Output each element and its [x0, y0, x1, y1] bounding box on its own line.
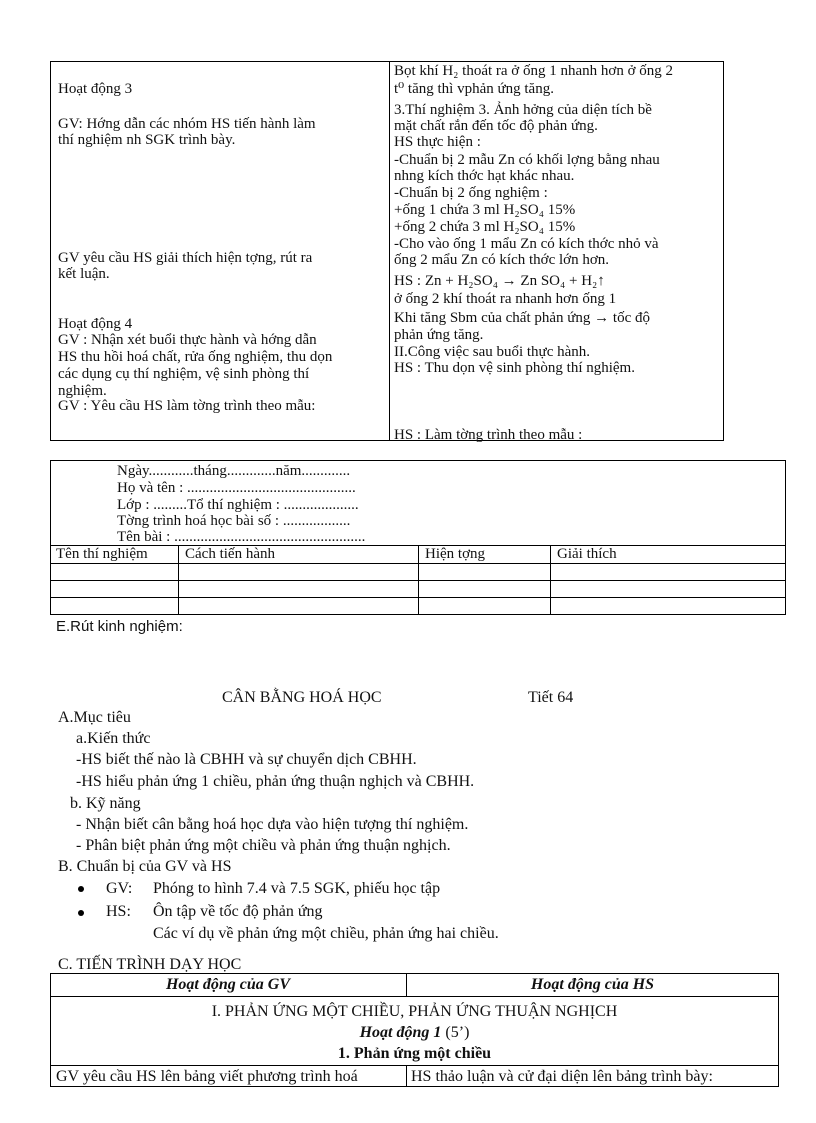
- col-header-procedure: Cách tiến hành: [185, 546, 275, 562]
- subsection-heading: 1. Phản ứng một chiều: [337, 1045, 492, 1062]
- section-b: B. Chuẩn bị của GV và HS: [58, 858, 232, 875]
- right-line: HS : Thu dọn vệ sinh phòng thí nghiệm.: [394, 360, 635, 376]
- prep-hs-label: HS:: [106, 903, 131, 920]
- right-line: nhng kích thớc hạt khác nhau.: [394, 168, 575, 184]
- column-divider: [389, 62, 390, 440]
- table-rule: [50, 1065, 779, 1066]
- skill-item: - Phân biệt phản ứng một chiều và phản ứng thuận nghịch.: [76, 837, 451, 854]
- header-gv: Hoạt động của GV: [165, 976, 290, 993]
- gv-instruction-cont: thí nghiệm nh SGK trình bày.: [58, 132, 236, 148]
- row1-hs: HS thảo luận và cử đại diện lên bảng trình bày:: [411, 1068, 713, 1085]
- lesson-period: Tiết 64: [528, 689, 574, 706]
- table-col-rule: [406, 1065, 407, 1087]
- right-line: mặt chất rắn đến tốc độ phản ứng.: [394, 118, 598, 134]
- row1-gv: GV yêu cầu HS lên bảng viết phương trình hoá: [56, 1068, 358, 1085]
- form-col-rule: [550, 545, 551, 615]
- right-line: ở ống 2 khí thoát ra nhanh hơn ống 1: [394, 291, 617, 307]
- activity4-title: Hoạt động 4: [58, 316, 133, 332]
- activity4-line: HS thu hồi hoá chất, rửa ống nghiệm, thu dọn: [58, 349, 333, 365]
- form-class: Lớp : .........Tổ thí nghiệm : ....................: [117, 497, 359, 513]
- gv-instruction: GV: Hớng dẫn các nhóm HS tiến hành làm: [58, 116, 316, 132]
- prep-hs-text: Các ví dụ về phản ứng một chiều, phản ứng hai chiều.: [153, 925, 499, 942]
- activity4-line: GV : Yêu cầu HS làm tờng trình theo mẫu:: [58, 398, 316, 414]
- header-hs: Hoạt động của HS: [530, 976, 655, 993]
- reaction-equation: HS : Zn + H₂SO₄ → Zn SO₄ + H₂↑: [394, 273, 605, 289]
- right-line: HS : Làm tờng trình theo mẫu :: [394, 427, 583, 443]
- skill-item: - Nhận biết cân bằng hoá học dựa vào hiện tượng thí nghiệm.: [76, 816, 469, 833]
- prep-gv-text: Phóng to hình 7.4 và 7.5 SGK, phiếu học tập: [153, 880, 441, 897]
- section-heading: I. PHẢN ỨNG MỘT CHIỀU, PHẢN ỨNG THUẬN NGHỊCH: [211, 1003, 618, 1020]
- right-line: 3.Thí nghiệm 3. Ảnh hởng của diện tích bề: [394, 102, 652, 118]
- col-header-phenomenon: Hiện tợng: [425, 546, 486, 562]
- table-rule: [50, 996, 779, 997]
- form-lesson-name: Tên bài : ...................................................: [117, 529, 366, 545]
- activity1-time: (5’): [445, 1024, 470, 1041]
- knowledge-item: -HS hiểu phản ứng 1 chiều, phản ứng thuận nghịch và CBHH.: [76, 773, 475, 790]
- prep-gv-label: GV:: [106, 880, 133, 897]
- right-line: t⁰ tăng thì vphản ứng tăng.: [394, 81, 554, 97]
- activity1-heading: [50, 1025, 779, 1040]
- right-line: ống 2 mẩu Zn có kích thớc lớn hơn.: [394, 252, 610, 268]
- right-line: -Chuẩn bị 2 mẫu Zn có khối lợng bằng nhau: [394, 152, 660, 168]
- bullet-icon: [78, 910, 84, 916]
- activity3-title: Hoạt động 3: [58, 81, 133, 97]
- bullet-icon: [78, 886, 84, 892]
- sub-knowledge: a.Kiến thức: [76, 730, 151, 747]
- form-date: Ngày............tháng.............năm.............: [117, 463, 351, 479]
- knowledge-item: -HS biết thế nào là CBHH và sự chuyển dịch CBHH.: [76, 751, 417, 768]
- form-report-no: Tờng trình hoá học bài số : ..................: [117, 513, 351, 529]
- gv-explain: GV yêu cầu HS giải thích hiện tợng, rút ra: [58, 250, 313, 266]
- right-line: -Chuẩn bị 2 ống nghiệm :: [394, 185, 548, 201]
- right-line: -Cho vào ống 1 mẩu Zn có kích thớc nhỏ và: [394, 236, 659, 252]
- right-line: phản ứng tăng.: [394, 327, 484, 343]
- right-line: Khi tăng Sbm của chất phản ứng → tốc độ: [394, 310, 650, 326]
- activity4-line: nghiệm.: [58, 383, 107, 399]
- activity4-line: GV : Nhận xét buổi thực hành và hớng dẫn: [58, 332, 317, 348]
- right-line: +ống 2 chứa 3 ml H₂SO₄ 15%: [394, 219, 576, 235]
- section-c: C. TIẾN TRÌNH DẠY HỌC: [58, 956, 242, 973]
- lesson-title: CÂN BẰNG HOÁ HỌC: [222, 689, 382, 706]
- form-col-rule: [418, 545, 419, 615]
- form-col-rule: [178, 545, 179, 615]
- right-line: II.Công việc sau buổi thực hành.: [394, 344, 591, 360]
- right-line: HS thực hiện :: [394, 134, 481, 150]
- gv-explain-cont: kết luận.: [58, 266, 110, 282]
- lessons-learned: E.Rút kinh nghiệm:: [56, 618, 183, 635]
- sub-skills: b. Kỹ năng: [70, 795, 141, 812]
- form-name: Họ và tên : .............................................: [117, 480, 356, 496]
- activity4-line: các dụng cụ thí nghiệm, vệ sinh phòng thí: [58, 366, 310, 382]
- right-line: +ống 1 chứa 3 ml H₂SO₄ 15%: [394, 202, 576, 218]
- section-a: A.Mục tiêu: [58, 709, 131, 726]
- col-header-explanation: Giải thích: [557, 546, 617, 562]
- right-line: Bọt khí H₂ thoát ra ở ống 1 nhanh hơn ở ống 2: [394, 63, 674, 79]
- activity1-title: Hoạt động 1: [359, 1024, 442, 1041]
- prep-hs-text: Ôn tập về tốc độ phản ứng: [153, 903, 323, 920]
- col-header-name: Tên thí nghiệm: [56, 546, 148, 562]
